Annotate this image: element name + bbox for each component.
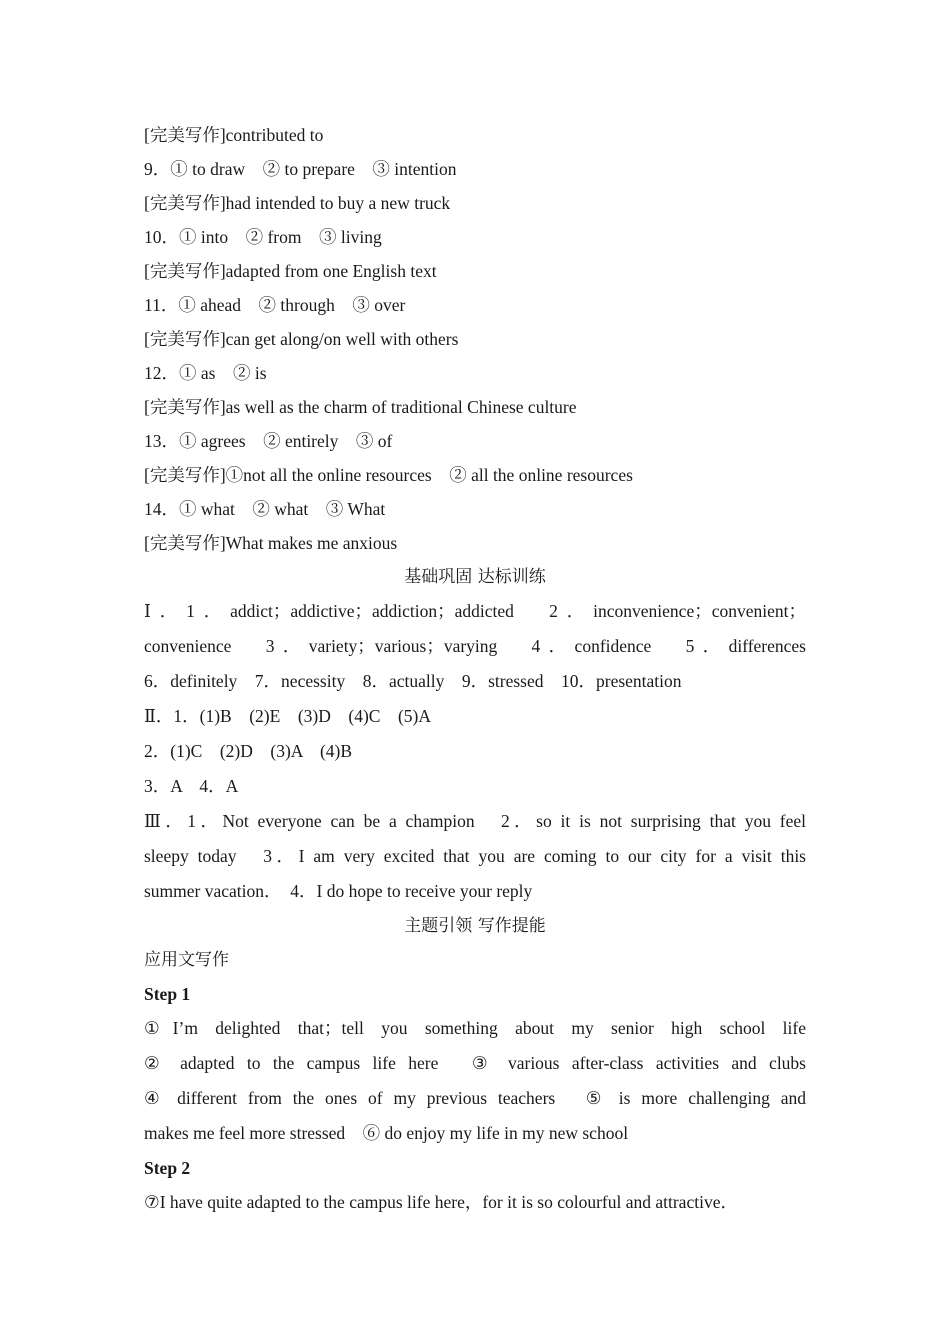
answer-line: Ⅱ．1．(1)B (2)E (3)D (4)C (5)A bbox=[144, 706, 431, 726]
answer-line: 13．① agrees ② entirely ③ of bbox=[144, 431, 393, 451]
answer-line: 12．① as ② is bbox=[144, 363, 267, 383]
answer-line: [完美写作]as well as the charm of traditional Chinese culture bbox=[144, 397, 577, 417]
answer-line: Ⅲ．1．Not everyone can be a champion 2．so it is not surprising that you feel bbox=[144, 811, 806, 831]
answer-line: ⑦I have quite adapted to the campus life here，for it is so colourful and attractive． bbox=[144, 1192, 738, 1212]
basic-practice-answers bbox=[144, 594, 806, 909]
answer-line: 10．① into ② from ③ living bbox=[144, 227, 382, 247]
answer-line: sleepy today 3．I am very excited that you are coming to our city for a visit this bbox=[144, 846, 806, 866]
answer-line: [完美写作]adapted from one English text bbox=[144, 261, 437, 281]
answer-line: [完美写作]What makes me anxious bbox=[144, 533, 398, 553]
answer-line: ①I’m delighted that；tell you something about my senior high school life bbox=[144, 1018, 806, 1038]
answer-line: Ⅰ．1．addict；addictive；addiction；addicted 2．inconvenience；convenient； bbox=[144, 601, 806, 621]
answer-line: [完美写作]had intended to buy a new truck bbox=[144, 193, 451, 213]
document-page bbox=[144, 118, 806, 1220]
step1-label: Step 1 bbox=[144, 984, 191, 1004]
answer-line: 3．A 4．A bbox=[144, 776, 239, 796]
answer-line: ④ different from the ones of my previous teachers ⑤ is more challenging and bbox=[144, 1088, 806, 1108]
answer-line: 9．① to draw ② to prepare ③ intention bbox=[144, 159, 457, 179]
writing-heading: 应用文写作 bbox=[144, 950, 229, 970]
answer-line: [完美写作]can get along/on well with others bbox=[144, 329, 459, 349]
section-title-writing: 主题引领 写作提能 bbox=[404, 916, 546, 936]
step1-answers bbox=[144, 1011, 806, 1151]
step2-label: Step 2 bbox=[144, 1158, 191, 1178]
answer-key-list bbox=[144, 118, 806, 560]
answer-line: convenience 3．variety；various；varying 4．confidence 5．differences bbox=[144, 636, 806, 656]
step2-answers bbox=[144, 1185, 806, 1220]
answer-line: makes me feel more stressed ⑥ do enjoy my life in my new school bbox=[144, 1123, 629, 1143]
answer-line: [完美写作]①not all the online resources ② all the online resources bbox=[144, 465, 633, 485]
answer-line: 14．① what ② what ③ What bbox=[144, 499, 386, 519]
answer-line: 2．(1)C (2)D (3)A (4)B bbox=[144, 741, 353, 761]
section-title-basic: 基础巩固 达标训练 bbox=[404, 567, 546, 587]
answer-line: summer vacation． 4．I do hope to receive your reply bbox=[144, 881, 533, 901]
answer-line: [完美写作]contributed to bbox=[144, 125, 324, 145]
answer-line: 6．definitely 7．necessity 8．actually 9．stressed 10．presentation bbox=[144, 671, 682, 691]
answer-line: 11．① ahead ② through ③ over bbox=[144, 295, 406, 315]
answer-line: ② adapted to the campus life here ③ various after-class activities and clubs bbox=[144, 1053, 806, 1073]
